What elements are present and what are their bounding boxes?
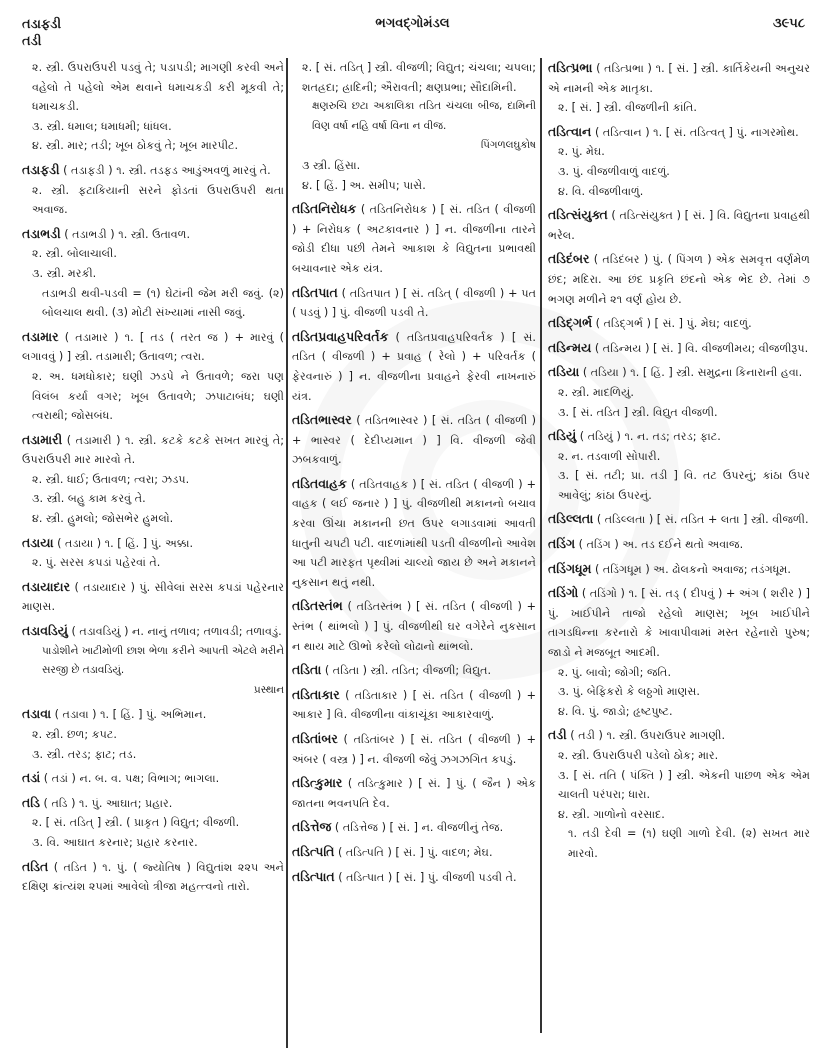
sense-line: ૨. સ્ત્રી. ફટાકિયાની સરને ફોડતાં ઉપરાઉપરી થતા અવાજ. [32,183,284,217]
pronunciation: ( તડિતવાહક ) [350,477,417,491]
definition: ૧. [ તડ ( તરત જ ) + મારવું ( લગાવવું ) ] સ્ત્રી. તડામારી; ઉતાવળ; ત્વરા. [22,330,284,364]
pronunciation: ( તડિતનિરોધક ) [360,203,437,217]
sense-line: ૨. [ સં. તડિત્ ] સ્ત્રી. વીજળી; વિદ્યુત; ચંચલા; ચપલા; શતહ્રદા; હ્રાદિની; ઐરાવતી; ક્ષણપ્રભા; સૌદામિની. [302,61,536,94]
definition: ૧. [ હિં. ] સ્ત્રી. સમુદ્રના કિનારાની હવા. [630,366,803,380]
headword: તડિતાકાર [292,686,340,702]
dictionary-entry [22,430,284,529]
sense-line: ૨. સ્ત્રી. બોલાચાલી. [32,247,117,261]
citation-quote [22,642,284,701]
definition: ૧. પું. ( જ્યોતિષ ) વિદ્યુતાંશ ૨૨૫ અને દક્ષિણ ક્રાંત્યંશ ૨૫માં આવેલો ત્રીજા મહત્ત્વનો તારો. [22,860,284,894]
dictionary-entry [548,559,810,580]
pronunciation: ( તડામારી ) [66,433,121,447]
column-2 [292,58,536,891]
definition: અ. તડ દઈને થતો અવાજ. [622,538,744,552]
quote-source: પ્રસ્થાન [253,683,284,696]
pronunciation: ( તડિતભાસ્વર ) [356,414,428,428]
pronunciation: ( તડિતપાત ) [341,286,400,300]
sense-line: ૨. [ સં. ] સ્ત્રી. વીજળીની કાંતિ. [558,101,697,115]
entry-main [22,857,284,897]
entry-main [22,793,284,814]
definition: [ સં. તડિત ( વીજળી ) + પ્રવાહ ( રેલો ) + પરિવર્તક ( ફેરવનારું ) ] ન. વીજળીના પ્રવાહને ફેરવી નાખનારું યંત્ર. [292,330,536,403]
pronunciation: ( તડાફડી ) [63,163,113,177]
sense-line: ૨. [ સં. તડિત્ ] સ્ત્રી. ( પ્રાકૃત ) વિદ્યુત; વીજળી. [32,816,240,830]
definition: ન. બ. વ. પક્ષ; વિભાગ; ભાગલા. [79,772,220,786]
pronunciation: ( તડાભડી ) [64,227,115,241]
sense-line: ૨. સ્ત્રી. છળ; કપટ. [32,728,117,741]
headword: તડિતનિરોધક [292,201,357,217]
pronunciation: ( તડિત્સંયુક્ત ) [611,209,681,223]
definition: પું. સીવેલાં સરસ કપડાં પહેરનાર માણસ. [22,580,285,614]
pronunciation: ( તડિ ) [43,796,76,810]
headword: તડિ [22,794,40,810]
dictionary-entry [292,842,536,863]
headword: તડાભડી [22,225,61,241]
dictionary-entry [292,199,536,278]
entry-main [548,58,810,98]
sense-line: ૪. [ હિં. ] અ. સમીપ; પાસે. [302,178,426,192]
definition: [ સં. ] પું. વીજળી પડવી તે. [395,870,517,884]
guide-word-first: તડાફડી [22,17,62,32]
entry-main [22,430,284,470]
sense-line: ૩. સ્ત્રી. મરકી. [32,266,97,280]
pronunciation: ( તડિત્પ્રભા ) [596,62,652,75]
headword: તડાયા [22,534,54,550]
entry-main [292,327,536,406]
pronunciation: ( તડિયું ) [579,430,621,444]
headword: તડિંગો [548,585,579,601]
definition: [ સં. તડિત ( વીજળી ) + નિરોધક ( અટકાવનાર ) ] ન. વીજળીના તારને જોડી દીધા પછી તેમને આકાશ કે વિદ્યુતના પ્રભાવથી બચાવનાર એક યંત્ર. [292,203,536,275]
definition: [ સં. ] પું. ( જૈન ) એક જાતના ભવનપતિ દેવ. [292,777,536,810]
sense-line: ૨. ન. તડવાળી સોપારી. [558,449,661,463]
definition: અ. ઢોલકનો અવાજ; તડંગધૂમ. [653,562,791,576]
headword: તડિંગધૂમ [548,560,592,576]
column-3 [548,58,810,868]
entry-main [22,224,284,245]
pronunciation: ( તડિન્મય ) [594,341,650,355]
quote-text: ક્ષણરુચિ છટા અકાલિકા તડિત ચંચલા બીજ, દામિની વિણ વર્ષા નહિ વર્ષા વિના ન વીજ. [312,100,536,132]
definition: [ સં. તડિત + લતા ] સ્ત્રી. વીજળી. [656,513,809,527]
dictionary-entry [22,224,284,323]
entry-main [548,426,810,447]
definition: [ સં. ] વિ. વિદ્યુતના પ્રવાહથી ભરેલ. [548,209,810,242]
definition: ૧. ન. તડ; તરડ; ફાટ. [624,430,721,444]
sense-line: ૨. સ્ત્રી. ધાઈ; ઉતાવળ; ત્વરા; ઝડપ. [32,472,190,486]
definition: ૧. પું. આઘાત; પ્રહાર. [79,796,173,810]
sense-line: ૩. પું. વીજળીવાળું વાદળું. [558,164,670,178]
dictionary-entry [22,857,284,897]
dictionary-entry [548,205,810,245]
entry-main [22,704,284,725]
pronunciation: ( તડિંગ ) [578,538,619,552]
definition: [ સં. ] પું. વાદળ; મેઘ. [395,845,493,859]
dictionary-entry [292,729,536,769]
pronunciation: ( તડિત્પતિ ) [338,845,392,859]
pronunciation: ( તડિત્તેજ ) [334,821,386,835]
headword: તડાફડી [22,161,60,177]
definition: [ સં. તડિત ( વીજળી ) + આકાર ] વિ. વીજળીના વાંકાચૂંકા આકારવાળું. [292,688,537,722]
sense-line: ૪. સ્ત્રી. હુમલો; જોસભેર હુમલો. [32,512,174,526]
entry-main [292,199,536,278]
entry-main [548,559,810,580]
sense-line: ૩. [ સં. તતિ ( પંક્તિ ) ] સ્ત્રી. એકની પાછળ એક એમ ચાલતી પરંપરા; ધારા. [558,768,810,802]
headword: તડિત્સંયુક્ત [548,207,608,223]
definition: સ્ત્રી. તડિત; વીજળી; વિદ્યુત. [370,664,492,678]
entry-main [292,773,536,813]
dictionary-entry [22,327,284,426]
sense-line: ૪. વિ. વીજળીવાળું. [558,184,644,198]
definition: [ સં. તડિત ( વીજળી ) + સ્તંભ ( થાંભલો ) ] પું. વીજળીથી ઘર વગેરેને નુકસાન ન થાય માટે ઊભો કરેલો લોઢાનો થાંભલો. [292,600,536,653]
headword: તડિયું [548,428,577,444]
dictionary-entry [292,660,536,681]
entry-main [292,685,536,725]
sense-line: ૨. પું. બાવો; જોગી; જતિ. [558,665,672,679]
headword: તડિત્પતિ [292,843,335,859]
dictionary-entry [548,122,810,201]
headword: તડિતપ્રવાહપરિવર્તક [292,328,389,344]
column-1 [22,58,284,901]
dictionary-entry [548,426,810,505]
dictionary-entry [22,768,284,789]
sense-line: ૩ સ્ત્રી. હિંસા. [302,158,361,172]
idiom-line: ૧. તડી દેવી = (૧) ઘણી ગાળો દેવી. (૨) સખત માર મારવો. [568,827,810,860]
definition: પું. ( પિંગળ ) એક સમવૃત્ત વર્ણમેળ છંદ; મદિરા. આ છંદ પ્રકૃતિ છંદનો એક ભેદ છે. તેમાં ૭ ભગણ મળીને ૨૧ વર્ણ હોય છે. [548,253,810,306]
dictionary-entry [22,704,284,764]
headword: તડિત્તેજ [292,819,332,835]
definition: [ સં. ] પું. મેઘ; વાદળું. [654,317,752,331]
entry-main [548,362,810,383]
dictionary-entry [292,685,536,725]
sense-line: ૪. સ્ત્રી. ગાળોનો વરસાદ. [558,807,665,821]
pronunciation: ( તડાયા ) [57,536,102,550]
idiom-line: તડાભડી થવી-પડવી = (૧) ઘેટાંની જેમ મરી જવું. (૨) બોલચાલ થવી. (૩) મોટી સંખ્યામાં નાસી જવું. [42,286,284,320]
dictionary-entry [22,577,284,617]
headword: તડિદંબર [548,251,590,267]
definition: ૧. સ્ત્રી. કટકે કટકે સખત મારવું તે; ઉપરાઉપરી માર મારવો તે. [22,433,285,467]
definition: [ સં. તડિત ( વીજળી ) + વાહક ( લઈ જનાર ) ] પું. વીજળીથી મકાનનો બચાવ કરવા ઊંચા મકાનની છત ઉપર લગાડવામાં આવતી ધાતુની ચપટી પટી. વાદળાંમાંથી પડતી વીજળીનો આવેશ આ પટી મારફત પૃથ્વીમાં ચાલ્યો જાય છે અને મકાનને નુકસાન થતું નથી. [292,477,537,589]
sense-line: ૪. વિ. પું. જાડો; હૃષ્ટપુષ્ટ. [558,704,673,718]
dictionary-entry [548,725,810,863]
pronunciation: ( તડાં ) [43,772,76,786]
pronunciation: ( તડામાર ) [64,330,119,344]
definition: ૧. સ્ત્રી. ઉતાવળ. [118,227,191,241]
definition: [ સં. ] વિ. વીજળીમય; વીજળીરૂપ. [653,341,809,355]
definition: [ સં. તડિત્ ( વીજળી ) + પત ( પડવું ) ] પું. વીજળી પડવી તે. [292,286,537,320]
dictionary-entry [292,817,536,838]
definition: ૧. [ હિં. ] પું. અક્કા. [104,536,194,550]
definition: [ સં. તડિત ( વીજળી ) + અંબર ( વસ્ત્ર ) ] ન. વીજળી જેવું ઝગઝગિત કપડું. [292,733,536,766]
pronunciation: ( તડિતપ્રવાહપરિવર્તક ) [395,330,505,344]
column-divider [286,58,288,1048]
dictionary-entry [22,621,284,700]
headword: તડિતપાત [292,284,338,300]
page-number: ૩૯૫૮ [772,16,805,31]
dictionary-entry [22,793,284,853]
dictionary-entry [548,338,810,359]
sense-line: ૨. પું. સરસ કપડાં પહેરવાં તે. [32,556,161,570]
entry-main [292,474,536,593]
sense-line: ૩. પું. બેફિકરો કે લઠ્ઠગો માણસ. [558,685,700,699]
definition: ૧. સ્ત્રી. ઉપરાઉપર માગણી. [606,729,726,743]
pronunciation: ( તડિદંબર ) [593,253,649,267]
headword: તડિત્પાત [292,868,335,884]
entry-main [292,842,536,863]
sense-line: ૩. વિ. આઘાત કરનાર; પ્રહાર કરનાર. [32,835,198,849]
sense-line: ૩. [ સં. તટી; પ્રા. તડી ] વિ. તટ ઉપરનું; કાંઠા ઉપર આવેલું; કાંઠા ઉપરનું. [558,469,810,502]
pronunciation: ( તડાવડિયું ) [71,625,129,639]
dictionary-entry [22,58,284,156]
dictionary-entry [292,283,536,323]
pronunciation: ( તડિયા ) [582,366,627,380]
pronunciation: ( તડિત ) [53,860,97,874]
entry-main [22,768,284,789]
definition: ૧. [ સં. ] સ્ત્રી. કાર્તિકેયની અનુચર એ નામની એક માતૃકા. [548,62,811,95]
sense-line: ૨. સ્ત્રી. ઉપરાઉપરી પડવું તે; પડાપડી; માગણી કરવી અને વહેલો તે પહેલો એમ થવાને ધમાચકડી કરી મૂકવી તે; ધમાચકડી. [32,61,284,114]
dictionary-entry [292,410,536,470]
pronunciation: ( તડિંગધૂમ ) [595,562,650,576]
definition: ન. નાનું તળાવ; તળાવડી; તળાવડું. [132,625,282,639]
pronunciation: ( તડિત્કુમાર ) [347,777,413,791]
pronunciation: ( તડિતાકાર ) [345,688,408,702]
sense-line: ૩. સ્ત્રી. તરડ; ફાટ; તડ. [32,747,137,761]
dictionary-entry [292,773,536,813]
entry-main [292,283,536,323]
definition: [ સં. ] ન. વીજળીનું તેજ. [389,821,504,835]
headword: તડિદ્ગર્ભ [548,315,593,331]
dictionary-entry [548,583,810,721]
headword: તડી [548,727,567,743]
dictionary-entry [292,867,536,888]
pronunciation: ( તડિત્પાત ) [338,870,393,884]
sense-line: ૩. સ્ત્રી. ધમાલ; ધમાધમી; ધાંધલ. [32,119,172,133]
pronunciation: ( તડાયાદાર ) [74,580,135,594]
sense-line: ૨. સ્ત્રી. ઉપરાઉપરી પડેલો ઠોક; માર. [558,749,719,762]
definition: ૧. [ સં. તડિત્વત્ ] પું. નાગરમોથ. [653,125,799,139]
headword: તડિતસ્તંભ [292,598,343,614]
sense-line: ૪. સ્ત્રી. માર; તડી; ખૂબ ઠોકવું તે; ખૂબ મારપીટ. [32,139,239,153]
entry-main [548,205,810,245]
entry-main [292,729,536,769]
headword: તડિતા [292,662,322,678]
entry-main [22,327,284,367]
entry-main [548,725,810,746]
pronunciation: ( તડાવા ) [54,708,97,722]
dictionary-entry [548,313,810,334]
dictionary-entry [548,534,810,555]
headword: તડિન્મય [548,339,592,355]
entry-main [292,596,536,656]
dictionary-entry [292,58,536,195]
entry-main [548,338,810,359]
dictionary-entry [22,533,284,573]
headword: તડાયાદાર [22,578,71,594]
headword: તડાં [22,770,41,786]
entry-main [22,577,284,617]
dictionary-entry [292,327,536,406]
definition: ૧. [ સં. તડ્ ( દીપવું ) + અંગ ( શરીર ) ] પું. ખાઈપીને તાજો રહેલો માણસ; ખૂબ ખાઈપીને તાગડધિન્ના કરનારો કે ખાવાપીવામાં મસ્ત રહેનારો પુરુષ; જાડો ને મજબૂત આદમી. [548,587,811,660]
dictionary-title: ભગવદ્ગોમંડલ [375,16,450,31]
definition: ૧. સ્ત્રી. તડફડ આડુંઅવળું મારવું તે. [116,163,271,177]
quote-source: પિંગળલઘુકોષ [480,139,536,152]
pronunciation: ( તડિંગો ) [581,587,625,601]
headword: તડિતાંબર [292,731,338,746]
dictionary-entry [548,58,810,118]
pronunciation: ( તડી ) [570,729,603,743]
pronunciation: ( તડિતસ્તંભ ) [347,600,412,614]
pronunciation: ( તડિતાંબર ) [343,733,405,746]
entry-main [22,621,284,642]
headword: તડિંગ [548,536,576,552]
pronunciation: ( તડિત્વાન ) [594,125,650,139]
headword: તડામારી [22,431,63,447]
entry-main [292,660,536,681]
headword: તડિત [22,858,49,874]
headword: તડિત્કુમાર [292,775,343,791]
entry-main [548,249,810,309]
headword: તડિતવાહક [292,475,347,491]
citation-quote [292,97,536,156]
pronunciation: ( તડિતા ) [324,664,367,678]
entry-main [292,867,536,888]
dictionary-entry [548,362,810,422]
sense-line: ૨. પું. મેઘ. [558,145,605,159]
entry-main [548,509,810,530]
pronunciation: ( તડિદ્ગર્ભ ) [595,317,651,331]
entry-main [22,160,284,181]
entry-main [548,534,810,555]
dictionary-entry [292,596,536,656]
headword: તડિત્પ્રભા [548,60,593,75]
definition: [ સં. તડિત ( વીજળી ) + ભાસ્વર ( દેદીપ્યમાન ) ] વિ. વીજળી જેવી ઝબકવાળું. [292,414,536,467]
entry-main [548,583,810,662]
dictionary-entry [548,509,810,530]
entry-main [548,122,810,143]
headword: તડિલ્લતા [548,511,594,527]
sense-line: ૨. સ્ત્રી. માદળિયું. [558,385,634,399]
definition: ૧. [ હિં. ] પું. અભિમાન. [100,708,207,722]
dictionary-entry [548,249,810,309]
entry-main [22,533,284,554]
column-divider [540,58,542,1033]
guide-word-last: તડી [22,34,42,49]
dictionary-entry [292,474,536,593]
headword: તડિતભાસ્વર [292,412,352,428]
headword: તડાવા [22,706,52,722]
pronunciation: ( તડિલ્લતા ) [596,513,654,527]
sense-line: ૩. [ સં. તડિત ] સ્ત્રી. વિદ્યુત વીજળી. [558,405,718,419]
headword: તડિત્વાન [548,123,592,139]
sense-line: ૩. સ્ત્રી. બહુ કામ કરવું તે. [32,492,146,506]
sense-line: ૨. અ. ધમધોકાર; ઘણી ઝડપે ને ઉતાવળે; જરા પણ વિલંબ કર્યા વગર; ખૂબ ઉતાવળે; ઝપાટાબંધ; ઘણી ત્વરાથી; જોસબંધ. [32,369,284,423]
entry-main [292,817,536,838]
page-header [0,0,825,56]
quote-text: પાડોશીને ખાટીમોળી છાશ ભેળા કરીને આપતી એટલે મરીને સરજી છે તડાવડિયું. [42,644,284,677]
entry-main [548,313,810,334]
entry-main [292,410,536,470]
headword: તડાવડિયું [22,623,68,639]
headword: તડામાર [22,328,59,344]
dictionary-entry [22,160,284,220]
headword: તડિયા [548,364,580,380]
